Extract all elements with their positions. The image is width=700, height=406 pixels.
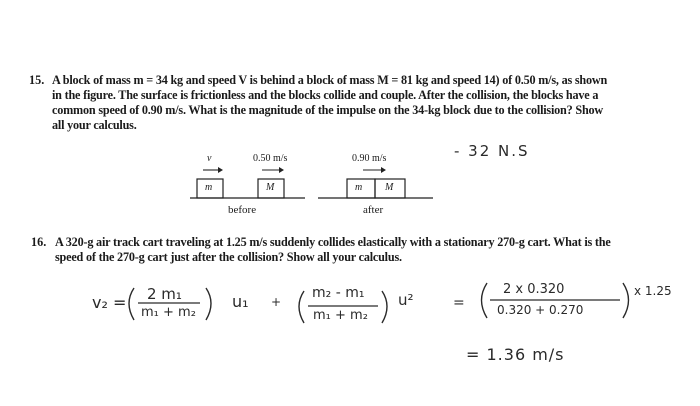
hw-lhs: v₂ = [92,293,127,312]
question-15-number: 15. [29,73,45,87]
block-m-before-label: m [205,182,213,193]
q15-handwritten-answer: - 32 N.S [454,142,530,160]
question-15-line-3: common speed of 0.90 m/s. What is the magnitude of the impulse on the 34-kg block due to the collision? Show [52,103,604,117]
hw-frac3-num: 2 x 0.320 [503,282,565,297]
hw-frac2-num: m₂ - m₁ [312,285,365,301]
block-m-after-label: m [355,182,363,193]
v-label: v [207,153,212,164]
hw-plus: + [271,295,282,309]
question-15-line-1: A block of mass m = 34 kg and speed V is behind a block of mass M = 81 kg and speed 14) of 0.50 m/s, as shown [52,73,608,87]
hw-eq: = [453,295,465,311]
hw-frac1-num: 2 m₁ [147,285,182,303]
hw-times: x 1.25 [634,284,672,298]
hw-frac1-den: m₁ + m₂ [141,305,196,320]
hw-frac2-den: m₁ + m₂ [313,308,368,323]
question-16-line-2: speed of the 270-g cart just after the collision? Show all your calculus. [55,250,402,264]
before-caption: before [228,204,257,216]
hw-u2: u² [398,291,414,309]
after-speed-label: 0.90 m/s [352,153,387,164]
question-16-line-1: A 320-g air track cart traveling at 1.25 m/s suddenly collides elastically with a stationary 270-g cart. What is the [55,235,611,249]
block-M-before-label: M [266,182,275,193]
hw-frac3-den: 0.320 + 0.270 [497,303,584,317]
after-caption: after [363,204,384,216]
question-15-line-2: in the figure. The surface is frictionless and the blocks collide and couple. After the collision, the blocks have a [52,88,599,102]
hw-u1: u₁ [232,292,249,311]
question-16-number: 16. [31,235,47,249]
question-15-line-4: all your calculus. [52,118,137,132]
before-speed-label: 0.50 m/s [253,153,288,164]
block-M-after-label: M [385,182,394,193]
hw-result: = 1.36 m/s [466,345,565,364]
